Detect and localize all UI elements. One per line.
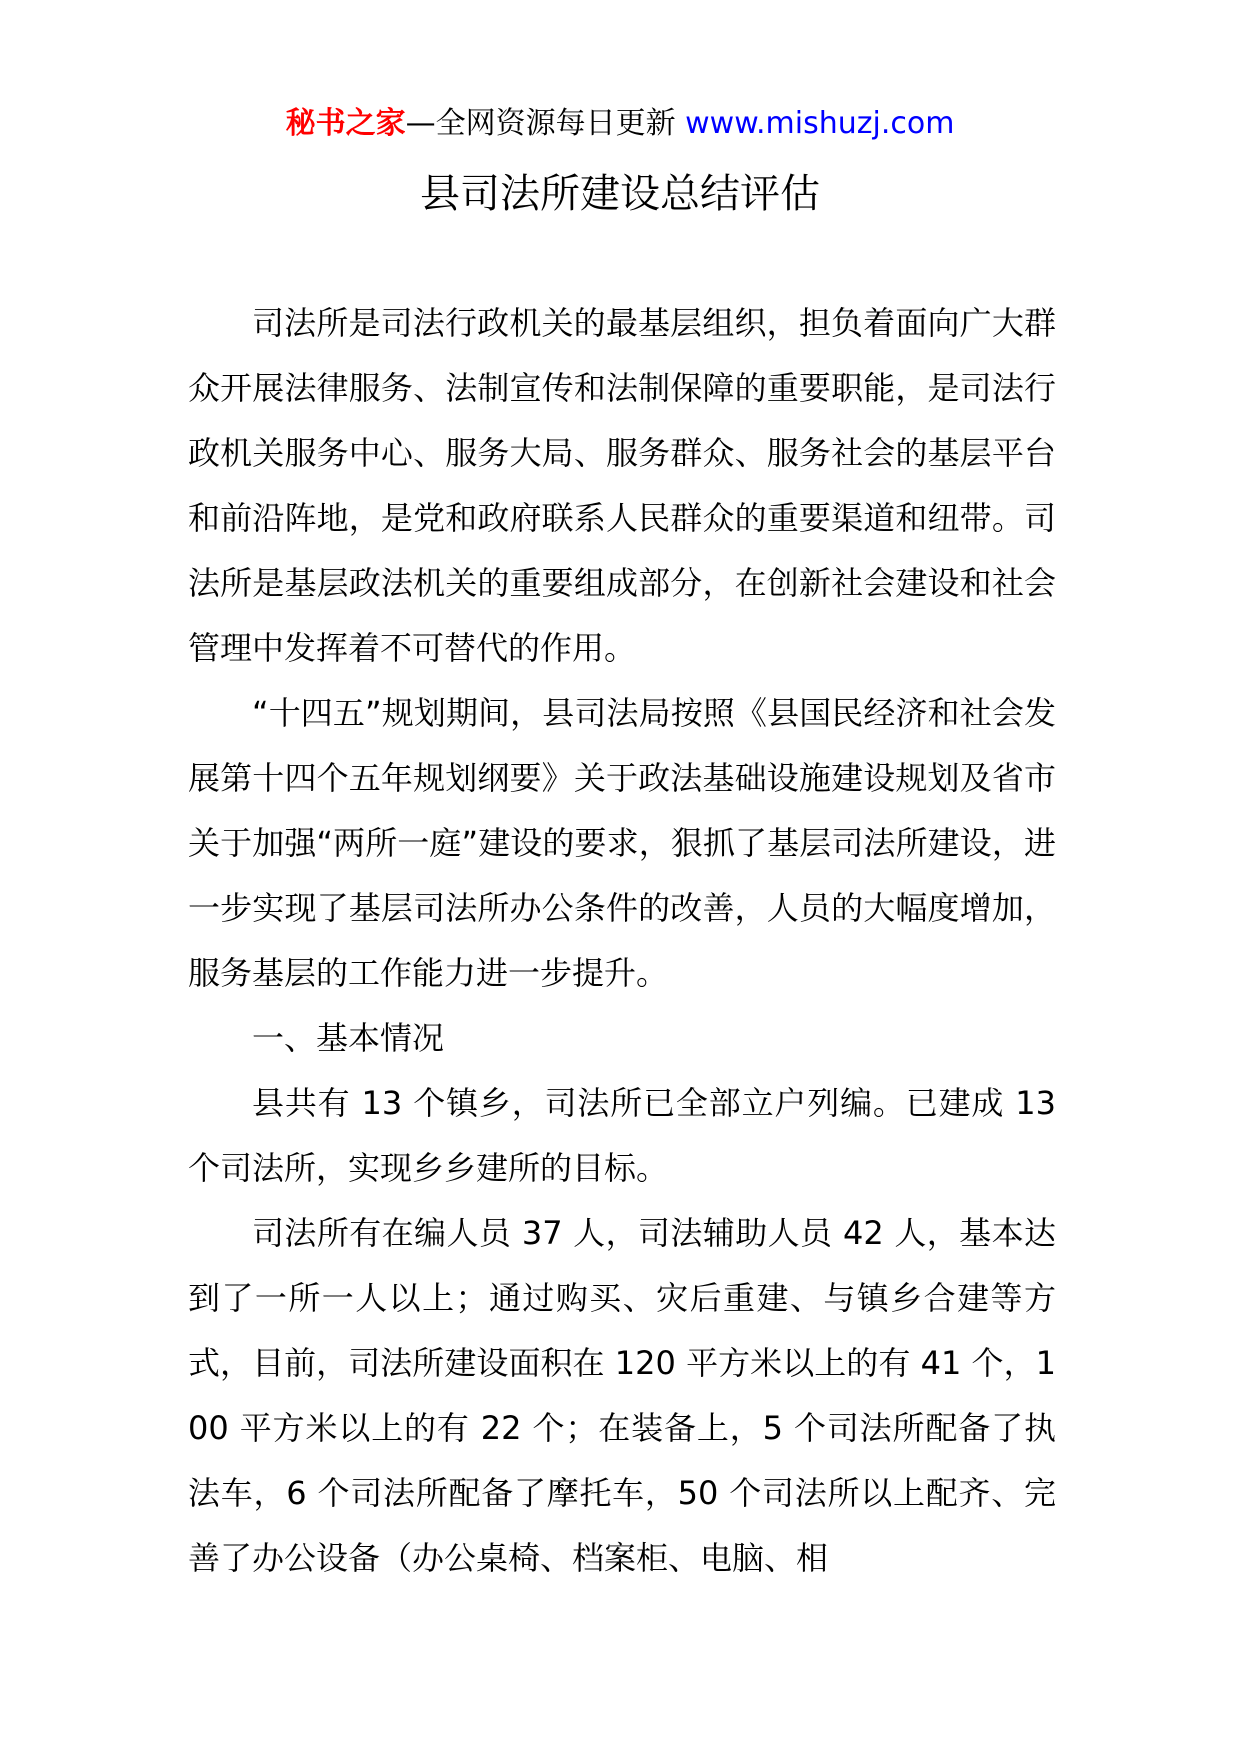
site-url-link[interactable]: www.mishuzj.com	[685, 106, 955, 141]
section-heading-basic-situation: 一、基本情况	[252, 1019, 445, 1057]
paragraph-towns: 县共有 13 个镇乡，司法所已全部立户列编。已建成 13 个司法所，实现乡乡建所的目标。	[188, 1084, 1056, 1187]
paragraph-intro: 司法所是司法行政机关的最基层组织，担负着面向广大群众开展法律服务、法制宣传和法制保障的重要职能，是司法行政机关服务中心、服务大局、服务群众、服务社会的基层平台和前沿阵地，是党和政府联系人民群众的重要渠道和纽带。司法所是基层政法机关的重要组成部分，在创新社会建设和社会管理中发挥着不可替代的作用。	[188, 304, 1056, 667]
paragraph-staff-equipment: 司法所有在编人员 37 人，司法辅助人员 42 人，基本达到了一所一人以上；通过购买、灾后重建、与镇乡合建等方式，目前，司法所建设面积在 120 平方米以上的有 41 个，100 平方米以上的有 22 个；在装备上，5 个司法所配备了执法车，6 个司法所配备了摩托车，50 个司法所以上配齐、完善了办公设备（办公桌椅、档案柜、电脑、相	[188, 1214, 1056, 1577]
brand-name: 秘书之家	[285, 106, 406, 141]
header-tagline: —全网资源每日更新	[405, 106, 686, 141]
site-header	[0, 100, 1240, 148]
paragraph-plan: “十四五”规划期间，县司法局按照《县国民经济和社会发展第十四个五年规划纲要》关于政法基础设施建设规划及省市关于加强“两所一庭”建设的要求，狠抓了基层司法所建设，进一步实现了基层司法所办公条件的改善，人员的大幅度增加，服务基层的工作能力进一步提升。	[188, 694, 1056, 992]
document-title: 县司法所建设总结评估	[420, 171, 820, 217]
document-body	[188, 291, 1056, 1591]
